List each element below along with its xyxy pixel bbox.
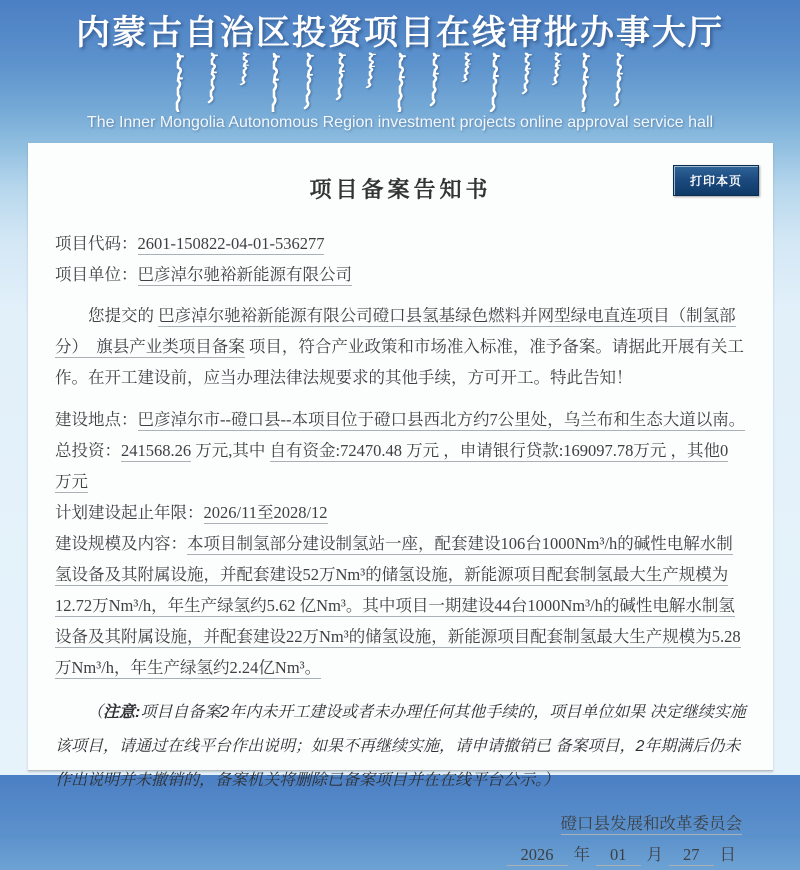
approval-prefix: 您提交的 bbox=[88, 306, 159, 325]
notice-bold-label: 注意: bbox=[103, 704, 141, 721]
date-row bbox=[55, 839, 746, 870]
project-unit-row bbox=[55, 259, 746, 290]
construction-period-row bbox=[55, 497, 746, 528]
investment-amount: 241568.26 bbox=[121, 441, 192, 460]
underline-gap bbox=[80, 337, 97, 358]
date-month: 01 bbox=[596, 845, 641, 866]
project-code-value: 2601-150822-04-01-536277 bbox=[137, 234, 325, 253]
document-panel bbox=[28, 143, 773, 864]
notice-body: 项目自备案2年内未开工建设或者未办理任何其他手续的，项目单位如果 决定继续实施该项目，请通过在线平台作出说明；如果不再继续实施，请申请撤销已 备案项目，2年期满后仍未作出说明并未撤销的，备案机关将删除已备案项目并在在线平台公示。） bbox=[55, 704, 746, 789]
investment-mid-text: 万元,其中 bbox=[191, 441, 270, 460]
investment-row bbox=[55, 435, 746, 497]
location-value: 巴彦淖尔市--磴口县--本项目位于磴口县西北方约7公里处，乌兰布和生态大道以南。 bbox=[137, 410, 746, 429]
date-year: 2026 bbox=[507, 845, 568, 866]
scale-content-row bbox=[55, 528, 746, 683]
notice-open: （ bbox=[87, 704, 104, 721]
location-label: 建设地点： bbox=[55, 410, 138, 429]
site-subtitle-english: The Inner Mongolia Autonomous Region investment projects online approval service hall bbox=[86, 114, 714, 131]
date-year-unit: 年 bbox=[573, 845, 590, 864]
date-day-unit: 日 bbox=[719, 845, 736, 864]
project-code-row bbox=[55, 228, 746, 259]
project-unit-label: 项目单位： bbox=[55, 265, 138, 284]
approval-paragraph bbox=[55, 300, 746, 393]
site-title-chinese: 内蒙古自治区投资项目在线审批办事大厅 bbox=[76, 14, 724, 52]
record-type-value: 旗县产业类项目备案 bbox=[96, 337, 245, 356]
location-row bbox=[55, 404, 746, 435]
date-day: 27 bbox=[669, 845, 714, 866]
scale-label: 建设规模及内容： bbox=[55, 534, 187, 553]
date-month-unit: 月 bbox=[646, 845, 663, 864]
issuing-authority: 磴口县发展和改革委员会 bbox=[560, 814, 742, 833]
scale-value: 本项目制氢部分建设制氢站一座，配套建设106台1000Nm³/h的碱性电解水制氢设备及其附属设施，并配套建设52万Nm³的储氢设施，新能源项目配套制氢最大生产规模为12.72万Nm³/h，年生产绿氢约5.62 亿Nm³。其中项目一期建设44台1000Nm³/h的碱性电解水制氢设备及其附属设施，并配套建设22万Nm³的储氢设施，新能源项目配套制氢最大生产规模为5.28万Nm³/h，年生产绿氢约2.24亿Nm³。 bbox=[55, 534, 741, 677]
period-value: 2026/11至2028/12 bbox=[203, 503, 328, 522]
investment-label: 总投资： bbox=[55, 441, 121, 460]
project-code-label: 项目代码： bbox=[55, 234, 138, 253]
notice-paragraph bbox=[55, 696, 746, 798]
document-title: 项目备案告知书 bbox=[309, 177, 492, 202]
approval-suffix: 项目，符合产业政策和市场准入标准，准予备案。请据此开展有关工作。在开工建设前，应当办理法律法规要求的其他手续，方可开工。特此告知！ bbox=[55, 337, 744, 387]
site-header bbox=[0, 0, 800, 143]
mongolian-script bbox=[0, 50, 800, 112]
print-page-button[interactable]: 打印本页 bbox=[673, 165, 759, 196]
signature-row bbox=[55, 808, 746, 839]
project-unit-value: 巴彦淖尔驰裕新能源有限公司 bbox=[137, 265, 352, 284]
investment-detail: 自有资金:72470.48 万元 ，申请银行贷款:169097.78万元 ，其他0 万元 bbox=[55, 441, 729, 491]
project-name-value: 巴彦淖尔驰裕新能源有限公司磴口县氢基绿色燃料并网型绿电直连项目（制氢部分） bbox=[55, 306, 736, 356]
period-label: 计划建设起止年限： bbox=[55, 503, 204, 522]
